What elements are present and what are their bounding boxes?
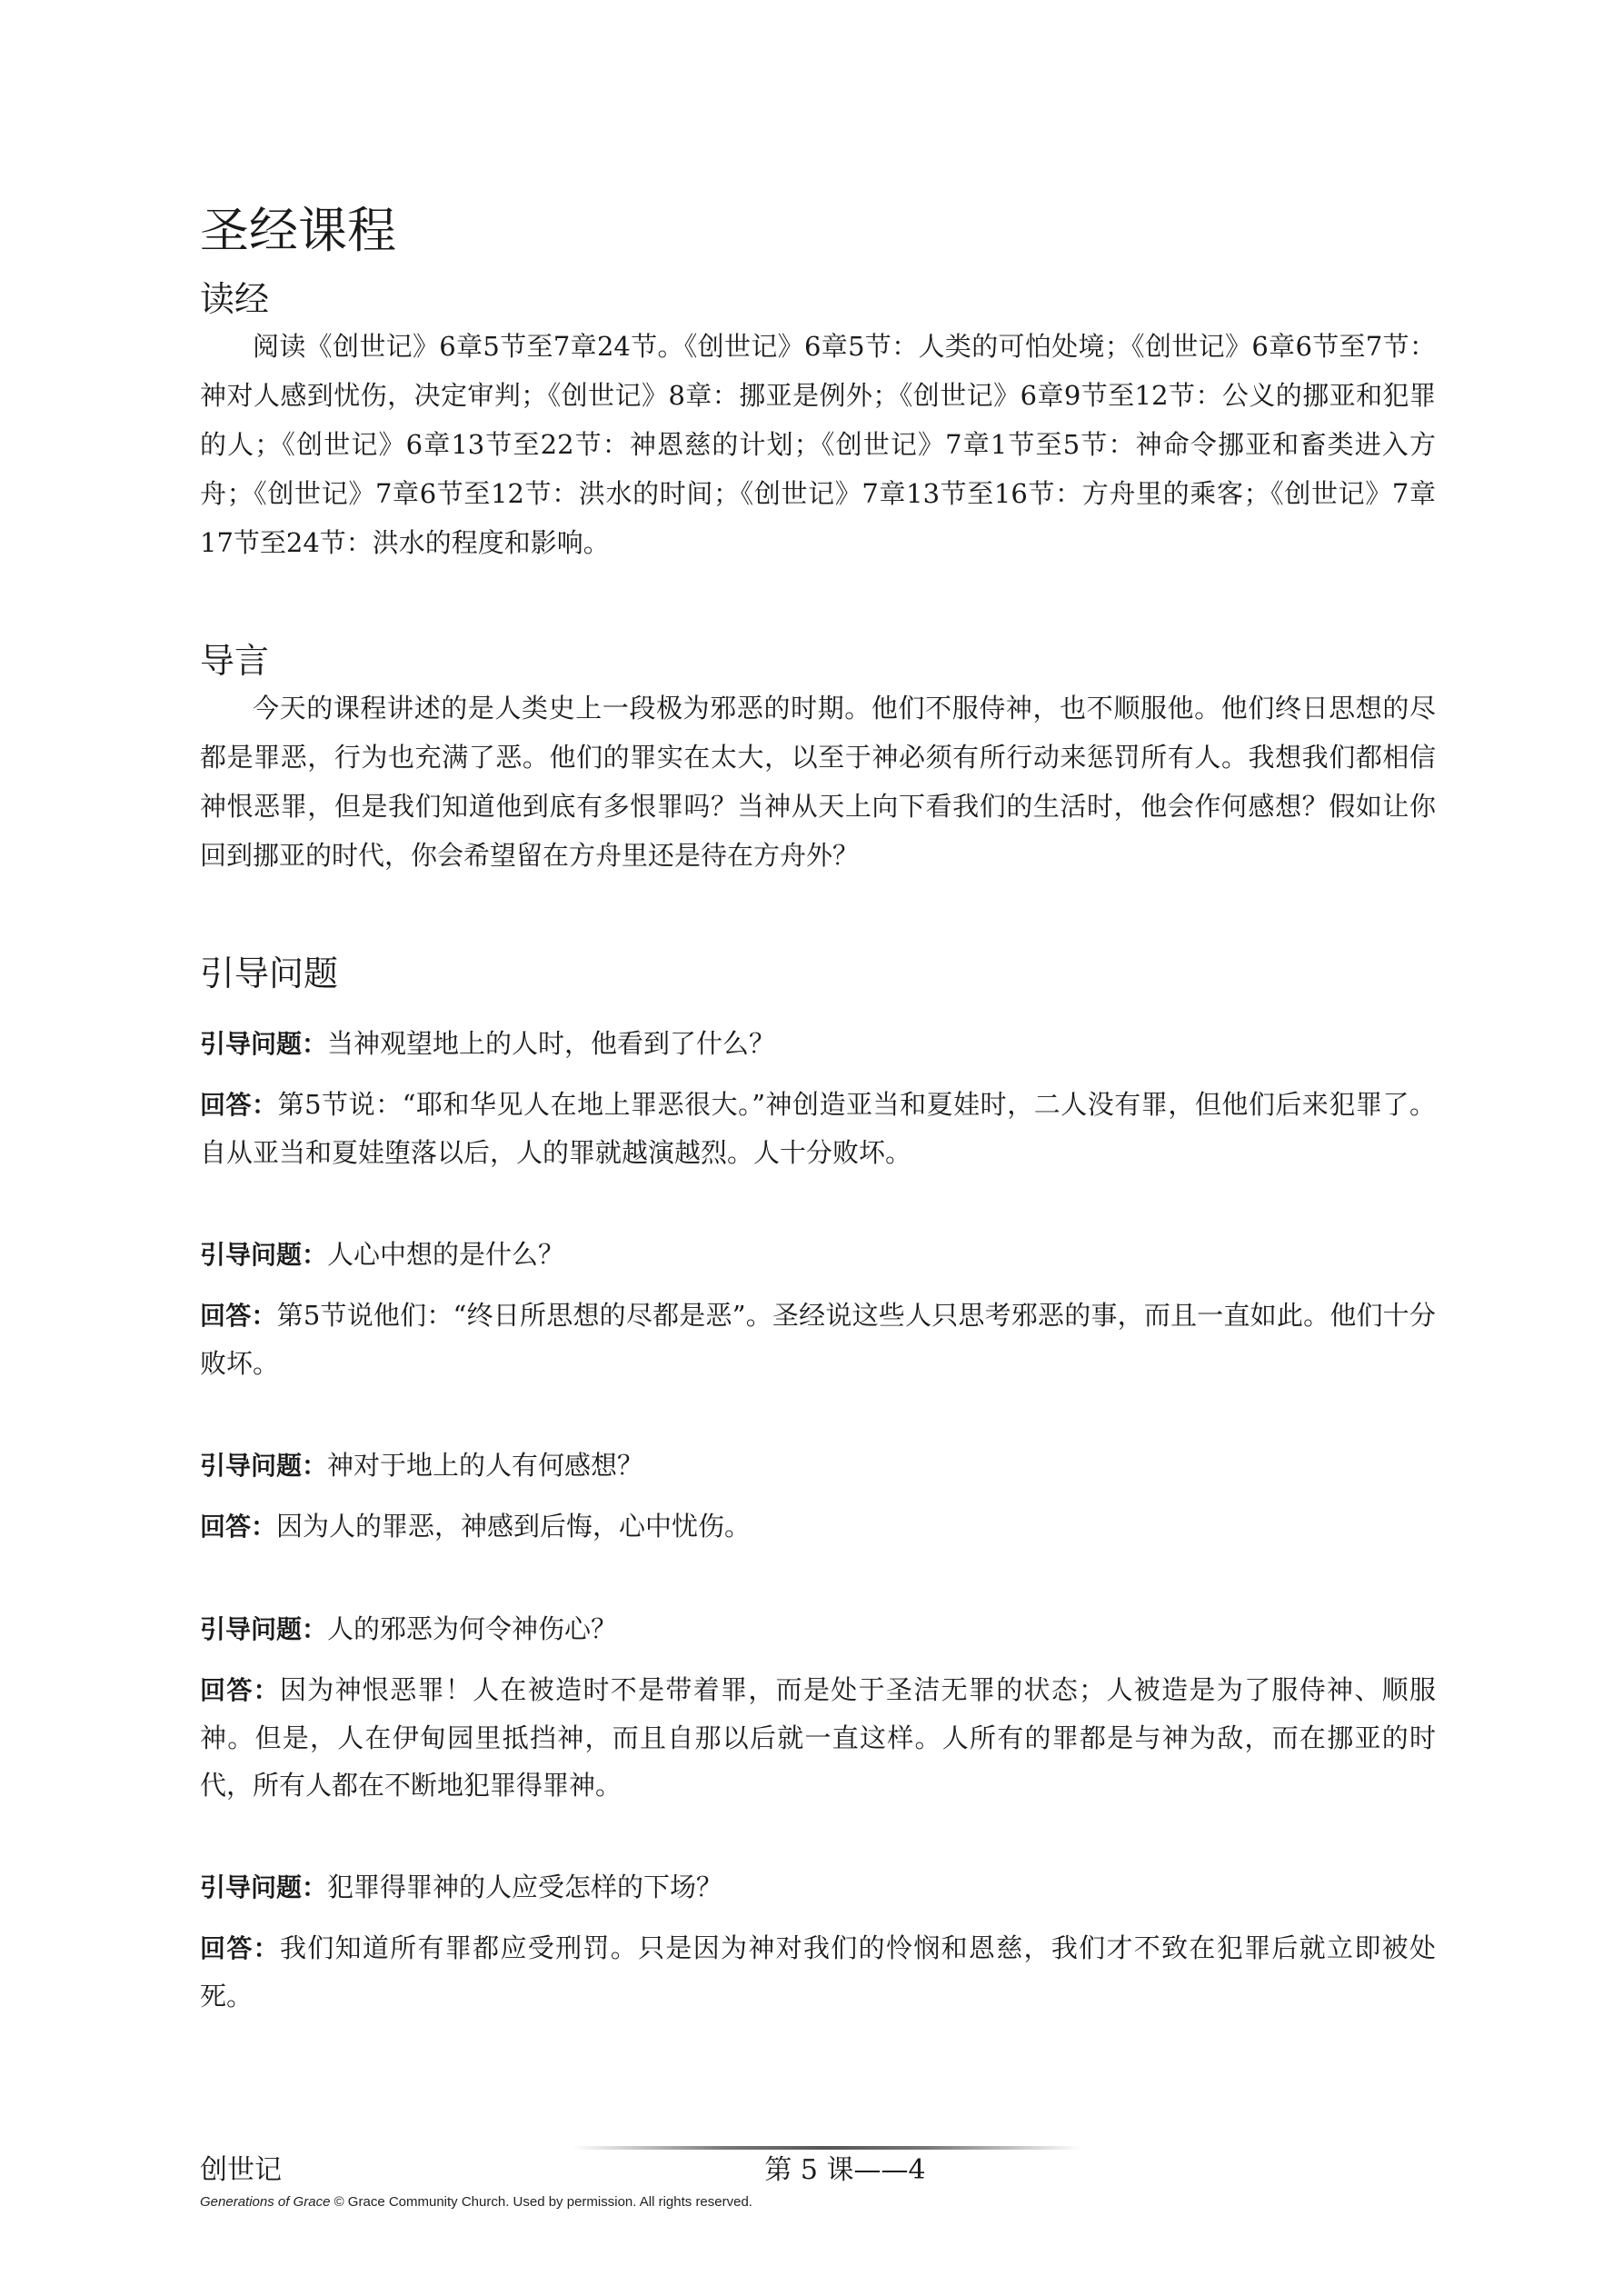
answer-label: 回答：	[200, 1675, 280, 1705]
reading-section	[200, 276, 1436, 567]
introduction-paragraph: 今天的课程讲述的是人类史上一段极为邪恶的时期。他们不服侍神，也不顺服他。他们终日思想的尽都是罪恶，行为也充满了恶。他们的罪实在太大，以至于神必须有所行动来惩罚所有人。我想我们都相信神恨恶罪，但是我们知道他到底有多恨罪吗？当神从天上向下看我们的生活时，他会作何感想？假如让你回到挪亚的时代，你会希望留在方舟里还是待在方舟外？	[200, 693, 1436, 871]
question-text	[200, 1020, 1436, 1068]
qa-item	[200, 1605, 1436, 1809]
question-body: 神对于地上的人有何感想？	[327, 1450, 644, 1481]
question-text	[200, 1863, 1436, 1912]
answer-label: 回答：	[200, 1090, 278, 1120]
section-spacer	[200, 567, 1436, 638]
qa-item	[200, 1442, 1436, 1551]
qa-spacer	[200, 1551, 1436, 1582]
answer-label: 回答：	[200, 1512, 277, 1542]
introduction-section	[200, 638, 1436, 880]
page-title: 圣经课程	[200, 202, 396, 259]
question-text	[200, 1231, 1436, 1279]
answer-body: 我们知道所有罪都应受刑罚。只是因为神对我们的怜悯和恩慈，我们才不致在犯罪后就立即被处死。	[200, 1932, 1436, 2011]
guided-questions-section	[200, 951, 1436, 2020]
copyright-text: © Grace Community Church. Used by permission. All rights reserved.	[330, 2194, 752, 2210]
question-body: 当神观望地上的人时，他看到了什么？	[327, 1028, 776, 1059]
question-body: 人心中想的是什么？	[327, 1239, 565, 1270]
answer-text	[200, 1502, 1436, 1551]
answer-text	[200, 1081, 1436, 1176]
answer-label: 回答：	[200, 1301, 277, 1331]
qa-item	[200, 1863, 1436, 2020]
answer-text	[200, 1292, 1436, 1387]
qa-item	[200, 1231, 1436, 1387]
question-label: 引导问题：	[200, 1872, 328, 1902]
qa-spacer	[200, 1387, 1436, 1418]
answer-body: 第5节说他们：“终日所思想的尽都是恶”。圣经说这些人只思考邪恶的事，而且一直如此。他们十分败坏。	[200, 1300, 1436, 1379]
question-body: 犯罪得罪神的人应受怎样的下场？	[327, 1872, 723, 1902]
introduction-heading: 导言	[200, 641, 270, 681]
copyright-series-name: Generations of Grace	[200, 2194, 331, 2210]
question-text	[200, 1605, 1436, 1653]
answer-body: 因为人的罪恶，神感到后悔，心中忧伤。	[276, 1511, 752, 1542]
question-label: 引导问题：	[200, 1614, 328, 1644]
answer-label: 回答：	[200, 1933, 280, 1963]
reading-paragraph: 阅读《创世记》6章5节至7章24节。《创世记》6章5节：人类的可怕处境；《创世记》6章6节至7节：神对人感到忧伤，决定审判；《创世记》8章：挪亚是例外；《创世记》6章9节至12节：公义的挪亚和犯罪的人；《创世记》6章13节至22节：神恩慈的计划；《创世记》7章1节至5节：神命令挪亚和畜类进入方舟；《创世记》7章6节至12节：洪水的时间；《创世记》7章13节至16节：方舟里的乘客；《创世记》7章17节至24节：洪水的程度和影响。	[200, 331, 1436, 558]
qa-item	[200, 1020, 1436, 1176]
question-label: 引导问题：	[200, 1029, 328, 1059]
qa-spacer	[200, 1809, 1436, 1840]
guided-questions-heading: 引导问题	[200, 953, 339, 993]
question-label: 引导问题：	[200, 1240, 328, 1270]
answer-text	[200, 1924, 1436, 2020]
section-spacer	[200, 880, 1436, 951]
answer-body: 因为神恨恶罪！人在被造时不是带着罪，而是处于圣洁无罪的状态；人被造是为了服侍神、顺服神。但是，人在伊甸园里抵挡神，而且自那以后就一直这样。人所有的罪都是与神为敌，而在挪亚的时代，所有人都在不断地犯罪得罪神。	[200, 1674, 1436, 1801]
answer-text	[200, 1666, 1436, 1809]
reading-heading: 读经	[200, 279, 270, 319]
answer-body: 第5节说：“耶和华见人在地上罪恶很大。”神创造亚当和夏娃时，二人没有罪，但他们后来犯罪了。自从亚当和夏娃堕落以后，人的罪就越演越烈。人十分败坏。	[200, 1089, 1436, 1168]
question-text	[200, 1442, 1436, 1490]
qa-spacer	[200, 1176, 1436, 1207]
page-content	[200, 198, 1436, 2020]
footer-page-number: 第 5 课——4	[764, 2154, 926, 2186]
footer-book-title: 创世记	[200, 2154, 282, 2186]
question-label: 引导问题：	[200, 1451, 328, 1481]
question-body: 人的邪恶为何令神伤心？	[327, 1613, 618, 1644]
footer-divider	[573, 2146, 1081, 2150]
footer-copyright	[200, 2192, 752, 2212]
